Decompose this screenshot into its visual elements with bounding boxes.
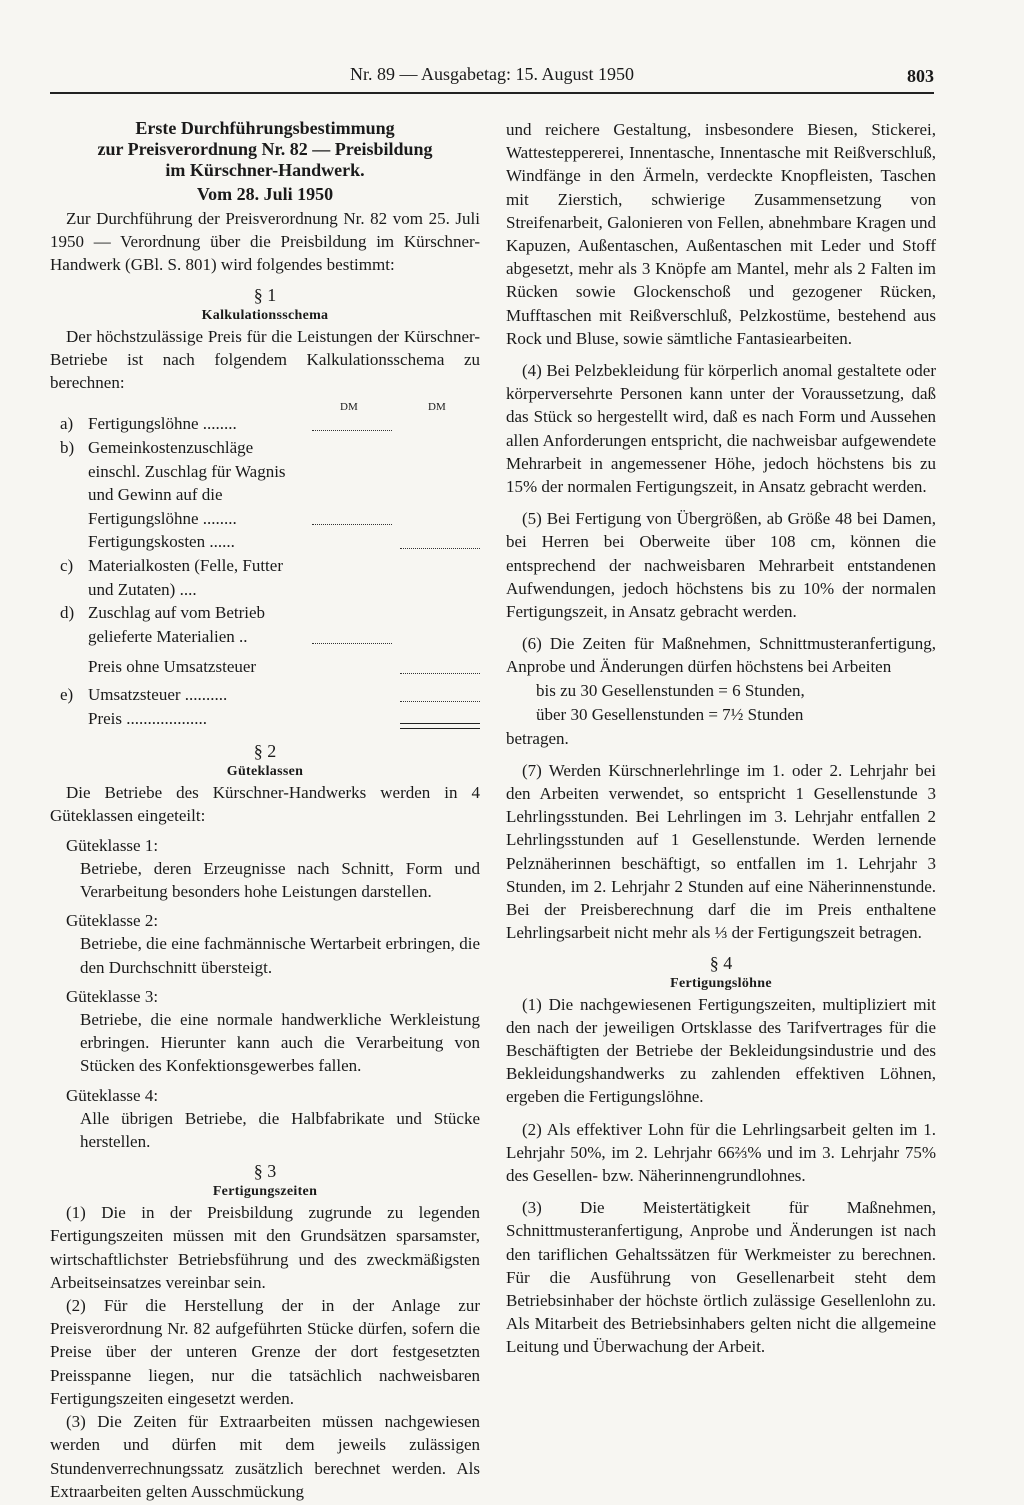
calc-row-text: Gemeinkostenzuschläge einschl. Zuschlag für Wagnis und Gewinn auf die Fertigungslöhne ........ — [88, 438, 286, 528]
calc-row-subtotal-1 — [50, 530, 480, 554]
calc-row-label: a) — [60, 414, 74, 434]
section-4-paragraph-2: (2) Als effektiver Lohn für die Lehrlingsarbeit gelten im 1. Lehrjahr 50%, im 2. Lehrjahr 66⅔% und im 3. Lehrjahr 75% des Gesellen- bzw. Näherinnengrundlohnes. — [506, 1119, 936, 1185]
left-column — [50, 118, 480, 1503]
grade-label: Güteklasse 4: — [66, 1085, 159, 1105]
hours-line-1: bis zu 30 Gesellenstunden = 6 Stunden, — [536, 680, 805, 700]
calculation-scheme — [50, 412, 480, 733]
right-column — [506, 118, 936, 1359]
section-3-paragraph-6-end: betragen. — [506, 728, 569, 748]
grade-text: Betriebe, deren Erzeugnisse nach Schnitt, Form und Verarbeitung besonders hohe Leistungen darstellen. — [80, 858, 480, 902]
calc-row-text: Zuschlag auf vom Betrieb gelieferte Materialien .. — [88, 603, 266, 646]
title-line-1: Erste Durchführungsbestimmung — [135, 118, 395, 138]
section-1-heading: Kalkulationsschema — [201, 307, 329, 323]
section-3-paragraph-7: (7) Werden Kürschnerlehrlinge im 1. oder 2. Lehrjahr bei den Arbeiten verwendet, so entspricht 1 Gesellenstunde 3 Lehrlingsstunden. Bei Lehrlingen im 3. Lehrjahr entfallen 2 Lehrlingsstunden auf 1 Gesellenstunde. Werden lernende Pelznäherinnen beschäftigt, so entfallen im 1. Lehrjahr 3 Stunden, im 2. Lehrjahr 2 Stunden auf eine Näherinnenstunde. Bei der Preisberechnung darf die im Preis enthaltene Lehrlingsarbeit nicht mehr als ⅓ der Fertigungszeit betragen. — [506, 760, 936, 943]
grade-label: Güteklasse 2: — [66, 911, 159, 931]
section-3-paragraph-3: (3) Die Zeiten für Extraarbeiten müssen nachgewiesen werden und dürfen mit dem jeweils zulässigen Stundenverrechnungssatz zusätzlich berechnet werden. Als Extraarbeiten gelten Ausschmückung — [50, 1412, 480, 1501]
currency-header — [50, 394, 480, 412]
total-double-line — [400, 723, 480, 729]
section-3-sign: § 3 — [253, 1161, 277, 1182]
calc-row-text: Preis ................... — [88, 709, 207, 729]
section-3-heading: Fertigungszeiten — [212, 1184, 318, 1200]
grade-2 — [50, 909, 480, 979]
calc-row-subtotal-2 — [50, 655, 480, 683]
amount-line — [400, 701, 480, 702]
calc-row-e — [50, 683, 480, 707]
hours-line-2: über 30 Gesellenstunden = 7½ Stunden — [536, 704, 804, 724]
grade-text: Alle übrigen Betriebe, die Halbfabrikate und Stücke herstellen. — [80, 1108, 480, 1152]
section-1-sign: § 1 — [253, 284, 277, 305]
calc-row-d — [50, 601, 480, 655]
section-3-paragraph-3-continued: und reichere Gestaltung, insbesondere Biesen, Stickerei, Wattesteppererei, Innentasche, Innentasche mit Reißverschluß, Windfänge in den Ärmeln, verdeckte Knopfleisten, Taschen mit Zierstich, schwierige Zusammensetzung von Streifenarbeit, Galonieren von Fellen, abnehmbare Kragen und Kapuzen, Außentaschen, Außentaschen mit Leder und Stoff abgesetzt, mehr als 3 Knöpfe am Mantel, mehr als 2 Falten im Rücken sowie Glockenschoß und gezogener Rücken, Mufftaschen mit Reißverschluß, Pelzkostüme, bestehend aus Rock und Bluse, sowie sämtliche Fantasiearbeiten. — [506, 120, 936, 348]
calc-row-text: Fertigungslöhne ........ — [88, 414, 237, 434]
grade-1 — [50, 834, 480, 904]
calc-row-c — [50, 554, 480, 601]
title-line-3: im Kürschner-Handwerk. — [165, 160, 365, 180]
section-3-paragraph-2: (2) Für die Herstellung der in der Anlage zur Preisverordnung Nr. 82 aufgeführten Stücke dürfen, sofern die Preise über der unteren Grenze der dort festgesetzten Preisspanne liegen, nur die tatsächlich nachweisbaren Fertigungszeiten eingesetzt werden. — [50, 1296, 480, 1408]
section-3-paragraph-6: (6) Die Zeiten für Maßnehmen, Schnittmusteranfertigung, Anprobe und Änderungen dürfen höchstens bei Arbeiten — [506, 634, 936, 677]
currency-col-1: DM — [340, 401, 358, 414]
calc-row-a — [50, 412, 480, 436]
section-4-sign: § 4 — [709, 952, 733, 973]
amount-line — [312, 524, 392, 525]
document-date: Vom 28. Juli 1950 — [196, 184, 334, 204]
calc-row-label: d) — [60, 603, 75, 623]
document-title — [50, 118, 480, 181]
calc-row-label: c) — [60, 556, 74, 576]
section-3-paragraph-1: (1) Die in der Preisbildung zugrunde zu legenden Fertigungszeiten müssen mit den Grundsätzen sparsamster, wirtschaftlichster Betriebsführung und des zweckmäßigsten Arbeitseinsatzes vereinbar sein. — [50, 1203, 480, 1292]
grade-4 — [50, 1084, 480, 1154]
intro-paragraph: Zur Durchführung der Preisverordnung Nr. 82 vom 25. Juli 1950 — Verordnung über die Preisbildung im Kürschner-Handwerk (GBl. S. 801) wird folgendes bestimmt: — [50, 209, 480, 275]
grade-3 — [50, 985, 480, 1078]
calc-row-text: Preis ohne Umsatzsteuer — [88, 657, 257, 677]
calc-row-b — [50, 436, 480, 530]
calc-row-total — [50, 707, 480, 733]
section-2-sign: § 2 — [253, 741, 277, 762]
calc-row-label: e) — [60, 685, 74, 705]
section-2-text: Die Betriebe des Kürschner-Handwerks werden in 4 Güteklassen eingeteilt: — [50, 783, 480, 826]
section-1-text: Der höchstzulässige Preis für die Leistungen der Kürschner-Betriebe ist nach folgendem Kalkulationsschema zu berechnen: — [50, 326, 480, 393]
amount-line — [400, 548, 480, 549]
section-4-paragraph-3: (3) Die Meistertätigkeit für Maßnehmen, Schnittmusteranfertigung, Anprobe und Änderungen ist nach den tariflichen Gehaltssätzen für Werkmeister zu berechnen. Für die Ausführung von Gesellenarbeit steht dem Betriebsinhaber der höchste örtlich zulässige Gesellenlohn zu. Als Mitarbeit des Betriebsinhabers gelten nicht die allgemeine Leitung und Überwachung der Arbeit. — [506, 1198, 936, 1357]
grade-text: Betriebe, die eine normale handwerkliche Werkleistung erbringen. Hierunter kann auch die Verarbeitung von Stücken des Konfektionsgewerbes fallen. — [80, 1010, 480, 1076]
grade-text: Betriebe, die eine fachmännische Wertarbeit erbringen, die den Durchschnitt übersteigt. — [80, 934, 480, 977]
calc-row-label: b) — [60, 438, 75, 458]
calc-row-text: Umsatzsteuer .......... — [88, 685, 228, 705]
title-line-2: zur Preisverordnung Nr. 82 — Preisbildung — [97, 139, 433, 159]
amount-line — [312, 643, 392, 644]
issue-line: Nr. 89 — Ausgabetag: 15. August 1950 — [350, 64, 634, 84]
section-2-heading: Güteklassen — [226, 764, 304, 780]
section-3-paragraph-4: (4) Bei Pelzbekleidung für körperlich anomal gestaltete oder körperversehrte Personen kann unter der Voraussetzung, daß das Stück so hergestellt wird, daß es nach Form und Aussehen allen Anforderungen entspricht, die nachweisbar aufgewendete Mehrarbeit in angemessener Höhe, jedoch höchstens bis zu 15% der normalen Fertigungszeit, in Ansatz gebracht werden. — [506, 361, 936, 497]
grade-label: Güteklasse 3: — [66, 986, 159, 1006]
calc-row-text: Materialkosten (Felle, Futter und Zutaten) .... — [88, 556, 283, 599]
page-header — [50, 62, 934, 94]
section-4-paragraph-1: (1) Die nachgewiesenen Fertigungszeiten, multipliziert mit den nach der jeweiligen Ortsklasse des Tarifvertrages für die Beschäftigten der Betriebe der Bekleidungsindustrie und des Bekleidungshandwerks zu zahlenden effektiven Löhnen, ergeben die Fertigungslöhne. — [506, 994, 936, 1107]
amount-line — [400, 673, 480, 674]
section-4-heading: Fertigungslöhne — [670, 975, 772, 991]
amount-line — [312, 430, 392, 431]
currency-col-2: DM — [428, 401, 446, 414]
page-number: 803 — [907, 66, 934, 86]
section-3-paragraph-5: (5) Bei Fertigung von Übergrößen, ab Größe 48 bei Damen, bei Herren bei Oberweite über 108 cm, können die entsprechend der nachweisbaren Mehrarbeit entstandenen Aufwendungen, jedoch höchstens bis zu 10% der normalen Fertigungszeit, in Ansatz gebracht werden. — [506, 509, 936, 622]
grade-label: Güteklasse 1: — [66, 835, 159, 855]
calc-row-text: Fertigungskosten ...... — [88, 532, 235, 552]
